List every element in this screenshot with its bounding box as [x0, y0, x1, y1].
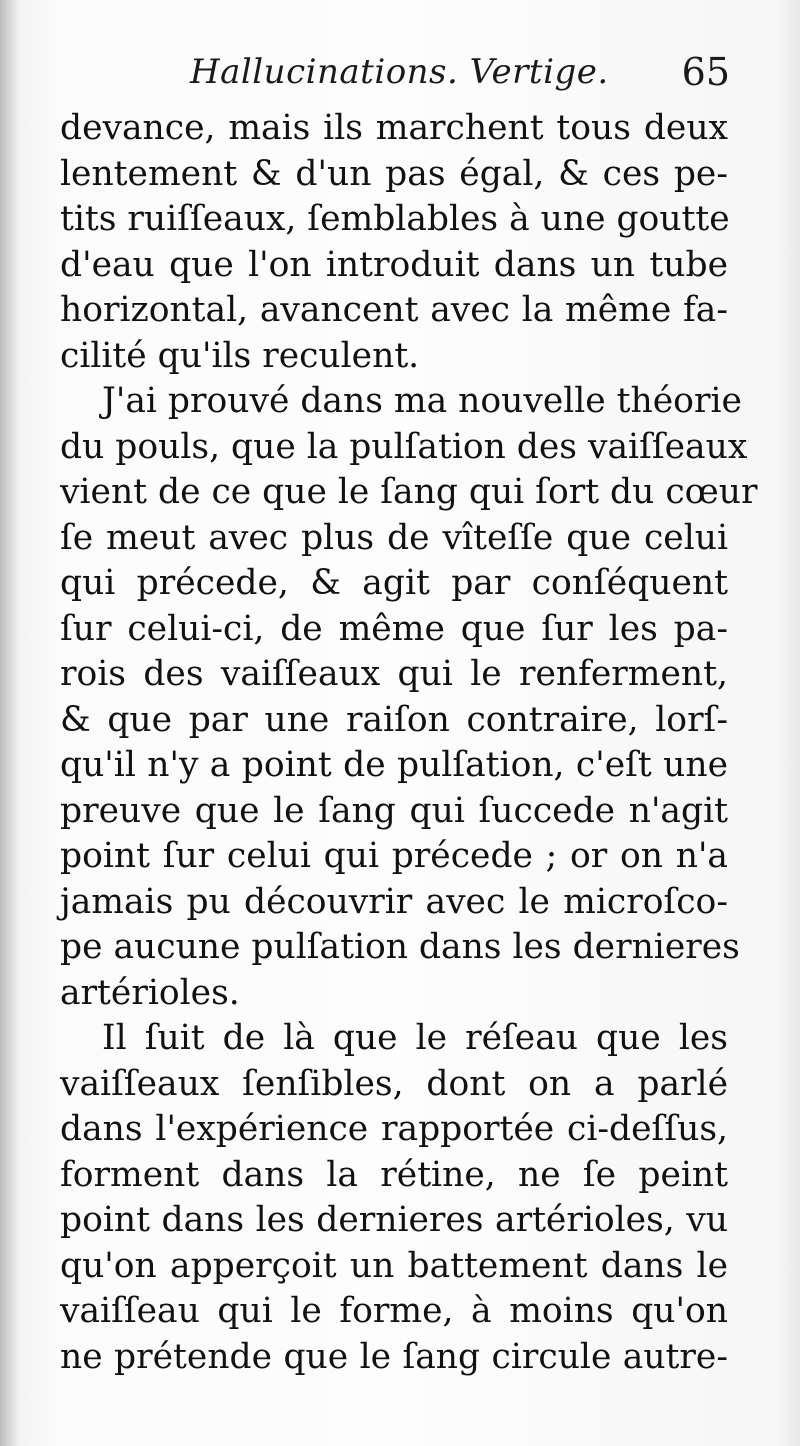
text-line: d'eau que l'on introduit dans un tube [60, 244, 728, 285]
text-line: vaiſſeaux ſenſibles, dont on a parlé [60, 1063, 728, 1104]
text-line: horizontal, avancent avec la même fa- [60, 290, 728, 330]
text-line: qu'on apperçoit un battement dans le [60, 1245, 728, 1286]
text-line: du pouls, que la pulſation des vaiſſeaux [60, 426, 748, 467]
text-line: lentement & d'un pas égal, & ces pe- [60, 153, 728, 194]
text-line: preuve que le ſang qui ſuccede n'agit [60, 790, 728, 831]
text-line: ſur celui-ci, de même que ſur les pa- [60, 608, 728, 649]
text-line: point ſur celui qui précede ; or on n'a [60, 836, 728, 876]
text-line: devance, mais ils marchent tous deux [60, 108, 728, 148]
text-line: forment dans la rétine, ne ſe peint [60, 1154, 728, 1195]
text-line: jamais pu découvrir avec le microſco- [60, 881, 728, 922]
text-line: tits ruiſſeaux, ſemblables à une goutte [60, 199, 730, 239]
text-line: qu'il n'y a point de pulſation, c'eſt une [60, 745, 728, 785]
page-number: 65 [681, 50, 730, 94]
text-line: ne prétende que le ſang circule autre- [60, 1336, 728, 1377]
gutter-shadow [0, 0, 18, 1446]
text-line: Il ſuit de là que le réſeau que les [102, 1018, 728, 1058]
text-line: point dans les dernieres artérioles, vu [60, 1200, 728, 1240]
body-text [60, 106, 758, 1380]
text-line: dans l'expérience rapportée ci-deſſus, [60, 1109, 728, 1149]
text-line: ſe meut avec plus de vîteſſe que celui [60, 517, 728, 558]
running-head [190, 52, 730, 102]
text-line: pe aucune pulſation dans les dernieres [60, 927, 740, 967]
text-line: & que par une raiſon contraire, lorſ- [60, 699, 728, 740]
text-line: cilité qu'ils reculent. [60, 335, 420, 376]
text-line: vient de ce que le ſang qui ſort du cœur [60, 472, 758, 512]
text-line: J'ai prouvé dans ma nouvelle théorie [102, 381, 742, 421]
text-line: artérioles. [60, 972, 240, 1013]
running-title: Hallucinations. Vertige. [190, 52, 609, 92]
text-line: vaiſſeau qui le forme, à moins qu'on [60, 1291, 728, 1331]
text-line: qui précede, & agit par conſéquent [60, 563, 728, 603]
text-line: rois des vaiſſeaux qui le renferment, [60, 654, 728, 694]
